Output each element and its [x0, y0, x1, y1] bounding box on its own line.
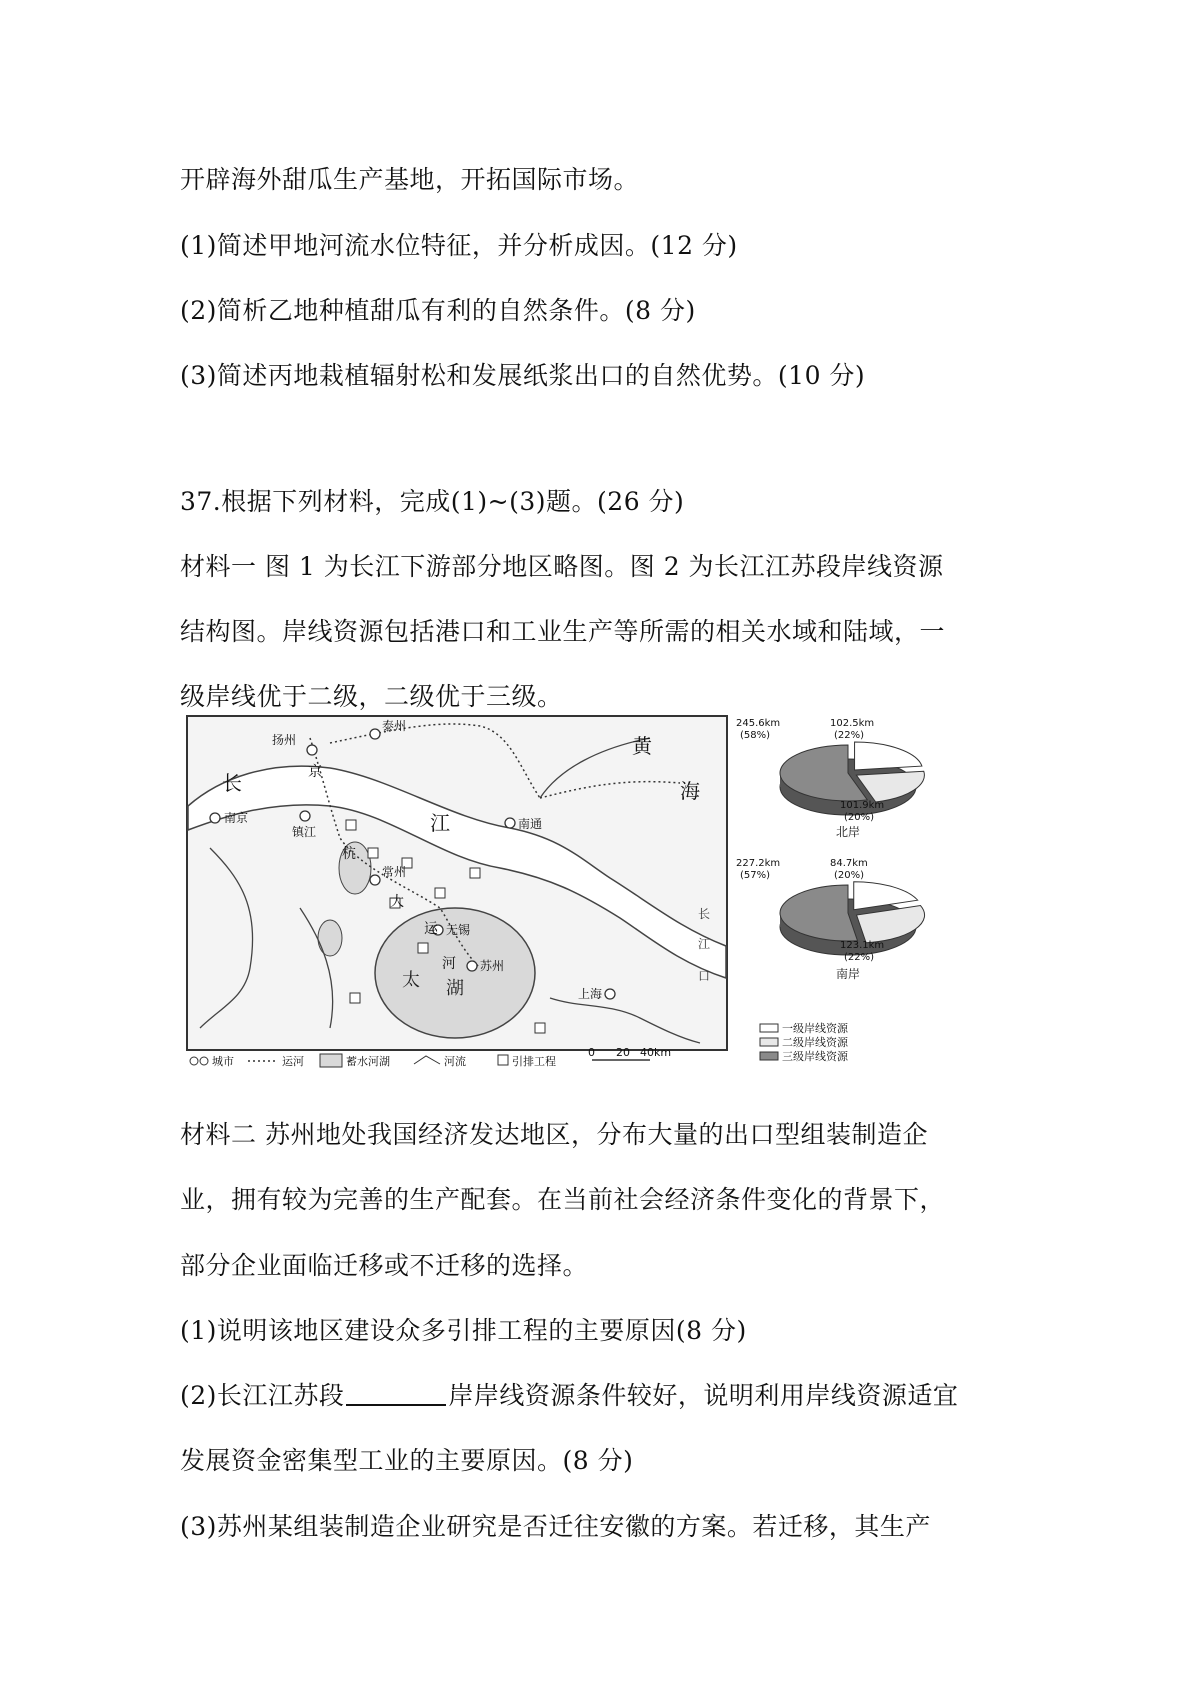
pie-1-value-label-2: 101.9km: [840, 800, 885, 811]
pie-1-percent-label-3: (58%): [740, 730, 771, 741]
pie-charts: [736, 718, 925, 981]
pie-1-value-label-3: 245.6km: [736, 718, 781, 729]
sub-question-1: (1)说明该地区建设众多引排工程的主要原因(8 分): [180, 1316, 747, 1345]
pie-2-value-label-3: 227.2km: [736, 858, 781, 869]
pie-2-percent-label-2: (22%): [844, 952, 875, 963]
label-estuary-chang: 长: [698, 907, 711, 921]
city-nanjing: 南京: [224, 811, 249, 825]
label-jing: 京: [308, 764, 322, 780]
pie-1-title: 北岸: [835, 825, 861, 839]
label-he: 河: [442, 956, 456, 972]
text-line-1: 开辟海外甜瓜生产基地，开拓国际市场。: [180, 165, 640, 194]
pie-1-percent-label-2: (20%): [844, 812, 875, 823]
figure-area: [180, 708, 940, 1068]
sub-question-2: [180, 1376, 958, 1412]
label-da: 大: [390, 894, 404, 910]
pie-legend-3: 三级岸线资源: [782, 1050, 848, 1063]
pie-1-slice-1: [855, 742, 922, 770]
city-changzhou: 常州: [382, 865, 407, 879]
sub-question-2-end: 岸岸线资源条件较好，说明利用岸线资源适宜: [448, 1381, 959, 1410]
label-jiang: 江: [430, 811, 450, 835]
pie-2-value-label-1: 84.7km: [830, 858, 868, 869]
label-tai: 太: [402, 970, 420, 991]
question-3: (3)简述丙地栽植辐射松和发展纸浆出口的自然优势。(10 分): [180, 361, 866, 390]
material-2-line-2: 业，拥有较为完善的生产配套。在当前社会经济条件变化的背景下，: [180, 1185, 946, 1214]
sub-question-2-cont: 发展资金密集型工业的主要原因。(8 分): [180, 1446, 634, 1475]
label-yun: 运: [424, 921, 438, 937]
question-2: (2)简析乙地种植甜瓜有利的自然条件。(8 分): [180, 296, 696, 325]
label-hu: 湖: [446, 978, 464, 999]
label-estuary-jiang: 江: [698, 937, 711, 951]
city-shanghai: 上海: [578, 987, 603, 1001]
material-1-line-2: 结构图。岸线资源包括港口和工业生产等所需的相关水域和陆域，一: [180, 617, 946, 646]
label-estuary-kou: 口: [698, 969, 711, 983]
pie-legend-2: 二级岸线资源: [782, 1036, 848, 1049]
answer-blank[interactable]: [346, 1382, 446, 1406]
city-yangzhou: 扬州: [272, 733, 297, 747]
figure-svg: [180, 708, 940, 1068]
legend-engineering: 引排工程: [512, 1055, 556, 1068]
legend-lake: 蓄水河湖: [346, 1055, 390, 1068]
label-chang: 长: [222, 771, 242, 795]
material-2-line-1: 材料二 苏州地处我国经济发达地区，分布大量的出口型组装制造企: [180, 1120, 928, 1149]
pie-2-title: 南岸: [835, 967, 861, 981]
city-nantong: 南通: [518, 817, 543, 831]
legend-canal: 运河: [282, 1055, 304, 1068]
scale-20: 20: [616, 1046, 630, 1059]
material-1-line-3: 级岸线优于二级，二级优于三级。: [180, 682, 563, 711]
pie-1-percent-label-1: (22%): [834, 730, 865, 741]
material-1-line-1: 材料一 图 1 为长江下游部分地区略图。图 2 为长江江苏段岸线资源: [180, 552, 944, 581]
sub-question-3: (3)苏州某组装制造企业研究是否迁往安徽的方案。若迁移，其生产: [180, 1512, 931, 1541]
pie-legend-1: 一级岸线资源: [782, 1022, 848, 1035]
pie-2-percent-label-3: (57%): [740, 870, 771, 881]
pie-2-percent-label-1: (20%): [834, 870, 865, 881]
label-huang: 黄: [632, 734, 652, 758]
city-taizhou: 泰州: [382, 719, 407, 733]
question-37-heading: 37.根据下列材料，完成(1)~(3)题。(26 分): [180, 487, 685, 516]
scale-40km: 40km: [640, 1046, 672, 1059]
scale-0: 0: [588, 1046, 595, 1059]
city-suzhou: 苏州: [480, 959, 505, 973]
legend-city: 城市: [212, 1055, 234, 1068]
pie-legend: [760, 1021, 849, 1063]
material-2-line-3: 部分企业面临迁移或不迁移的选择。: [180, 1251, 589, 1280]
legend-river: 河流: [444, 1055, 466, 1068]
city-wuxi: 无锡: [446, 923, 471, 937]
pie-1-value-label-1: 102.5km: [830, 718, 875, 729]
sub-question-2-start: (2)长江江苏段: [180, 1381, 345, 1410]
label-hai: 海: [680, 779, 700, 803]
city-zhenjiang: 镇江: [292, 825, 317, 839]
lake-small: [318, 920, 342, 956]
pie-2-value-label-2: 123.1km: [840, 940, 885, 951]
label-hang: 杭: [342, 846, 356, 862]
question-1: (1)简述甲地河流水位特征，并分析成因。(12 分): [180, 231, 738, 260]
